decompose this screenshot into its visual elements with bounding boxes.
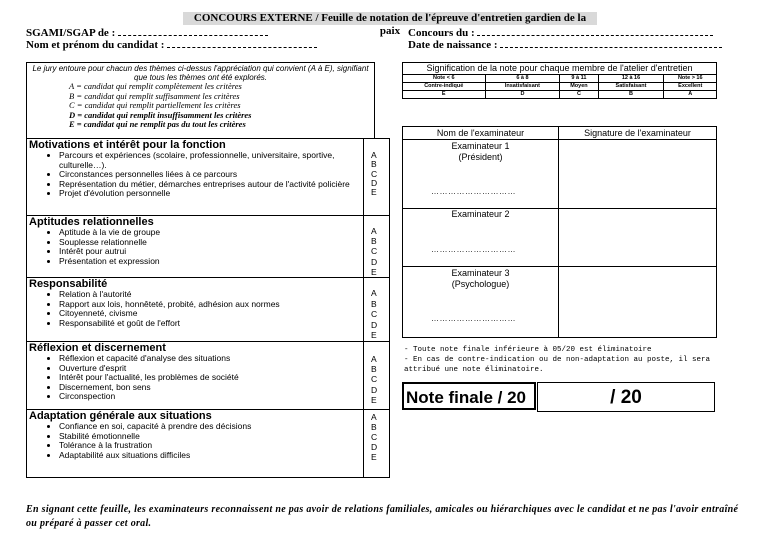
table-cell: E bbox=[403, 91, 485, 99]
column-header-signature: Signature de l'examinateur bbox=[584, 128, 691, 138]
grade-option[interactable]: E bbox=[371, 330, 377, 340]
list-item: • Rapport aux lois, honnêteté, probité, adhésion aux normes bbox=[59, 300, 359, 310]
examiner-2-name-line[interactable]: ………………………… bbox=[431, 245, 516, 254]
birth-input-line[interactable] bbox=[500, 38, 722, 48]
final-score-label: Note finale / 20 bbox=[402, 382, 536, 410]
list-item: • Intérêt pour l'actualité, les problèmes de société bbox=[59, 373, 359, 383]
column-header-name: Nom de l'examinateur bbox=[436, 128, 525, 138]
section-items bbox=[27, 151, 359, 199]
section-title: Réflexion et discernement bbox=[29, 342, 166, 354]
grade-option[interactable]: C bbox=[371, 432, 378, 442]
grade-option[interactable]: A bbox=[371, 226, 377, 236]
table-row bbox=[403, 83, 716, 91]
grade-option[interactable]: E bbox=[371, 187, 377, 198]
level-b: B = candidat qui remplit suffisamment les critères bbox=[69, 90, 240, 101]
table-cell: Moyen bbox=[560, 83, 598, 91]
list-item: • Circonstances personnelles liées à ce parcours bbox=[59, 170, 359, 180]
final-score bbox=[402, 382, 715, 412]
list-item: • Stabilité émotionnelle bbox=[59, 432, 359, 442]
table-cell: D bbox=[485, 91, 560, 99]
grade-option[interactable]: D bbox=[371, 442, 378, 452]
table-cell: Contre-indiqué bbox=[403, 83, 485, 91]
table-cell: 12 à 16 bbox=[598, 75, 664, 83]
level-c: C = candidat qui remplit partiellement les critères bbox=[69, 100, 241, 110]
candidate-label: Nom et prénom du candidat : bbox=[26, 39, 165, 51]
elimination-notice bbox=[404, 345, 714, 375]
list-item: • Confiance en soi, capacité à prendre des décisions bbox=[59, 422, 359, 432]
grade-option[interactable]: E bbox=[371, 394, 377, 405]
grade-letters bbox=[371, 226, 377, 277]
grade-letters bbox=[371, 354, 377, 405]
grade-option[interactable]: B bbox=[371, 298, 377, 309]
examiner-3-name-line[interactable]: ………………………… bbox=[431, 314, 516, 323]
list-item: • Intérêt pour autrui bbox=[59, 247, 359, 257]
grade-option[interactable]: B bbox=[371, 159, 377, 170]
list-item: • Présentation et expression bbox=[59, 257, 359, 267]
section-reflexion bbox=[27, 341, 389, 410]
list-item: • Ouverture d'esprit bbox=[59, 364, 359, 374]
level-d: D = candidat qui remplit insuffisamment les critères bbox=[69, 109, 252, 120]
grade-option[interactable]: D bbox=[371, 319, 378, 330]
concours-input-line[interactable] bbox=[477, 26, 713, 36]
notice-line: - Toute note finale inférieure à 05/20 est éliminatoire bbox=[404, 346, 652, 354]
grading-table bbox=[403, 75, 716, 98]
candidate-input-line[interactable] bbox=[167, 38, 317, 48]
grade-letters bbox=[371, 412, 377, 462]
examiner-2-name: Examinateur 2 bbox=[451, 209, 510, 219]
list-item: • Tolérance à la frustration bbox=[59, 441, 359, 451]
table-cell: C bbox=[560, 91, 598, 99]
table-cell: 6 à 8 bbox=[485, 75, 560, 83]
section-items bbox=[27, 422, 359, 460]
grade-option[interactable]: D bbox=[371, 256, 378, 267]
concours-label: Concours du : bbox=[408, 27, 475, 39]
section-title: Adaptation générale aux situations bbox=[29, 410, 212, 422]
section-title: Motivations et intérêt pour la fonction bbox=[29, 139, 226, 151]
jury-intro: Le jury entoure pour chacun des thèmes ci-dessus l'appréciation qui convient (A à E), signifiant que tous les thèmes ont été explorés. bbox=[32, 64, 369, 82]
grade-option[interactable]: A bbox=[371, 354, 377, 364]
table-row bbox=[403, 75, 716, 83]
candidate-field bbox=[26, 38, 317, 52]
section-items bbox=[27, 290, 359, 328]
grade-letters bbox=[371, 288, 377, 341]
table-cell: Note < 6 bbox=[403, 75, 485, 83]
table-cell: Note > 16 bbox=[664, 75, 716, 83]
level-e: E = candidat qui ne remplit pas du tout les critères bbox=[69, 119, 246, 129]
list-item: • Responsabilité et goût de l'effort bbox=[59, 319, 359, 329]
signature-disclaimer: En signant cette feuille, les examinateurs reconnaissent ne pas avoir de relations familiales, amicales ou hiérarchiques avec le candidat et ne pas l'avoir entraîné ou préparé à passer cet oral. bbox=[26, 504, 739, 529]
notice-line: - En cas de contre-indication ou de non-adaptation au poste, il sera attribué une note éliminatoire. bbox=[404, 356, 711, 374]
section-adaptation bbox=[27, 409, 389, 478]
list-item: • Réflexion et capacité d'analyse des situations bbox=[59, 354, 359, 364]
grade-option[interactable]: A bbox=[371, 288, 377, 298]
grade-option[interactable]: C bbox=[371, 374, 378, 385]
section-items bbox=[27, 354, 359, 402]
birth-field bbox=[408, 38, 722, 52]
grade-option[interactable]: D bbox=[371, 177, 378, 188]
page-title: CONCOURS EXTERNE / Feuille de notation de l'épreuve d'entretien gardien de la paix bbox=[183, 12, 597, 25]
birth-label: Date de naissance : bbox=[408, 39, 498, 51]
list-item: • Aptitude à la vie de groupe bbox=[59, 228, 359, 238]
section-title: Responsabilité bbox=[29, 278, 108, 290]
grade-option[interactable]: D bbox=[371, 384, 378, 395]
final-score-input[interactable]: / 20 bbox=[537, 382, 715, 412]
table-cell: Excellent bbox=[664, 83, 716, 91]
table-cell: Insatisfaisant bbox=[485, 83, 560, 91]
table-cell: A bbox=[664, 91, 716, 99]
section-motivations bbox=[27, 139, 389, 215]
grade-option[interactable]: C bbox=[371, 168, 378, 179]
sgami-label: SGAMI/SGAP de : bbox=[26, 27, 116, 39]
table-cell: B bbox=[598, 91, 664, 99]
section-title: Aptitudes relationnelles bbox=[29, 216, 154, 228]
list-item: • Relation à l'autorité bbox=[59, 290, 359, 300]
sgami-input-line[interactable] bbox=[118, 26, 268, 36]
criteria-table bbox=[26, 138, 390, 478]
list-item: • Adaptabilité aux situations difficiles bbox=[59, 451, 359, 461]
grade-letters bbox=[371, 151, 377, 197]
list-item: • Parcours et expériences (scolaire, professionnelle, universitaire, sportive, culturelle…). bbox=[59, 151, 359, 170]
grade-option[interactable]: B bbox=[371, 364, 377, 375]
signature-box-1[interactable] bbox=[559, 140, 716, 208]
level-a: A = candidat qui remplit complètement les critères bbox=[69, 81, 242, 91]
grade-option[interactable]: B bbox=[371, 422, 377, 432]
examiner-1-name-line[interactable]: ………………………… bbox=[431, 187, 516, 196]
grade-option[interactable]: B bbox=[371, 236, 377, 247]
grade-option[interactable]: E bbox=[371, 266, 377, 277]
table-cell: Satisfaisant bbox=[598, 83, 664, 91]
grade-option[interactable]: C bbox=[371, 309, 378, 319]
signature-box-2[interactable] bbox=[559, 209, 716, 266]
jury-instructions bbox=[26, 62, 375, 139]
examiner-1-name: Examinateur 1 (Président) bbox=[451, 141, 510, 162]
list-item: • Souplesse relationnelle bbox=[59, 238, 359, 248]
section-items bbox=[27, 228, 359, 266]
grade-option[interactable]: C bbox=[371, 246, 378, 257]
grade-option[interactable]: A bbox=[371, 412, 377, 422]
section-responsabilite bbox=[27, 277, 389, 342]
list-item: • Représentation du métier, démarches entreprises autour de l'activité policière bbox=[59, 180, 359, 190]
list-item: • Projet d'évolution personnelle bbox=[59, 189, 359, 199]
table-row bbox=[403, 91, 716, 99]
grading-scale bbox=[402, 62, 717, 99]
examiners-table bbox=[402, 126, 717, 338]
section-aptitudes bbox=[27, 215, 389, 278]
list-item: • Discernement, bon sens bbox=[59, 383, 359, 393]
grading-title: Signification de la note pour chaque membre de l'atelier d'entretien bbox=[403, 63, 716, 75]
signature-box-3[interactable] bbox=[559, 267, 716, 337]
examiners-header bbox=[403, 127, 716, 140]
list-item: • Circonspection bbox=[59, 392, 359, 402]
grade-option[interactable]: E bbox=[371, 452, 377, 462]
list-item: • Citoyenneté, civisme bbox=[59, 309, 359, 319]
grade-option[interactable]: A bbox=[371, 150, 377, 160]
examiner-3-name: Examinateur 3 (Psychologue) bbox=[451, 268, 510, 289]
table-cell: 9 à 11 bbox=[560, 75, 598, 83]
